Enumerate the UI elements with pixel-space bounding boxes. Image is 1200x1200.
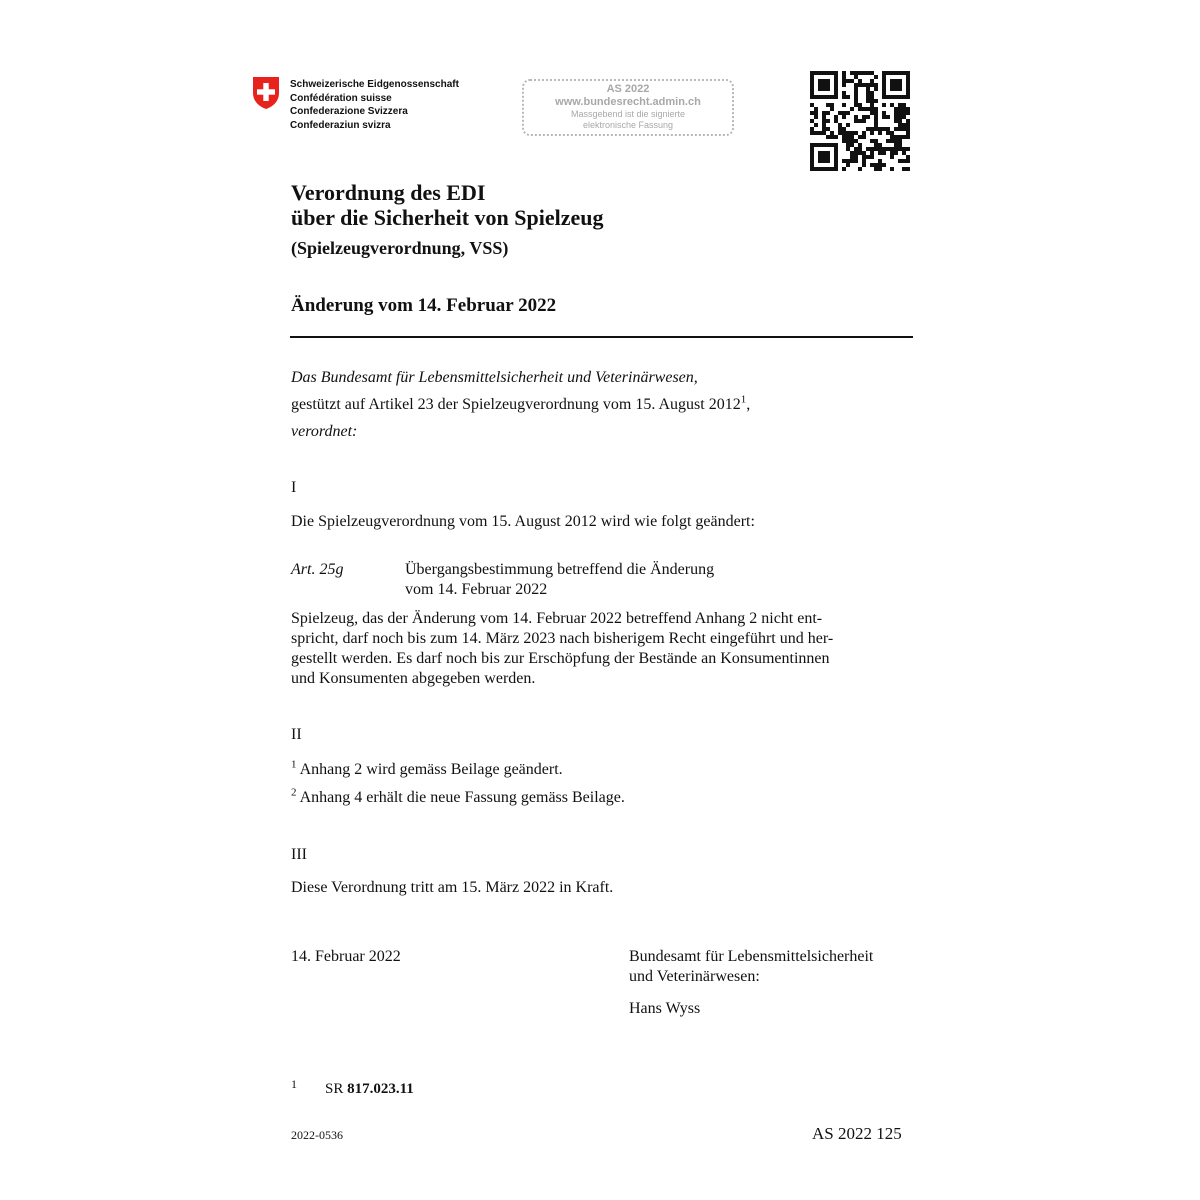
- stamp-line-1: AS 2022: [606, 83, 650, 95]
- signature-office: [629, 947, 873, 987]
- amendment-heading: Änderung vom 14. Februar 2022: [291, 295, 557, 316]
- signature-date: 14. Februar 2022: [291, 948, 401, 965]
- signature-office-line-1: Bundesamt für Lebensmittelsicherheit: [629, 948, 874, 965]
- confederation-names: [290, 78, 459, 132]
- paragraph-number: 2: [291, 786, 297, 799]
- preamble-basis: [291, 395, 750, 415]
- signature-office-line-2: und Veterinärwesen:: [629, 968, 760, 985]
- article-body: [291, 609, 911, 689]
- confederation-name-fr: Confédération suisse: [290, 92, 392, 104]
- preamble-decree: verordnet:: [291, 423, 358, 440]
- title-line-1: Verordnung des EDI: [291, 180, 486, 205]
- section-2-numeral: II: [291, 726, 302, 743]
- section-2-paragraph-1: [291, 760, 563, 780]
- footnote-reference[interactable]: 1: [740, 393, 747, 406]
- section-1-intro: Die Spielzeugverordnung vom 15. August 2012 wird wie folgt geändert:: [291, 513, 755, 530]
- preamble-basis-end: ,: [746, 396, 751, 413]
- article-body-line-2: spricht, darf noch bis zum 14. März 2023 nach bisherigem Recht eingeführt und her-: [291, 630, 834, 647]
- document-title: [291, 180, 604, 230]
- article-body-line-1: Spielzeug, das der Änderung vom 14. Februar 2022 betreffend Anhang 2 nicht ent-: [291, 610, 823, 627]
- qr-code-icon: [810, 71, 910, 171]
- stamp-line-4: elektronische Fassung: [582, 120, 674, 130]
- article-number: Art. 25g: [291, 561, 344, 578]
- title-line-2: über die Sicherheit von Spielzeug: [291, 205, 604, 230]
- signatory-name: Hans Wyss: [629, 1000, 701, 1017]
- confederation-name-de: Schweizerische Eidgenossenschaft: [290, 79, 459, 90]
- confederation-name-it: Confederazione Svizzera: [290, 106, 408, 117]
- confederation-name-rm: Confederaziun svizra: [290, 119, 391, 131]
- footnote-sr-reference[interactable]: 817.023.11: [347, 1081, 414, 1097]
- document-short-title: (Spielzeugverordnung, VSS): [291, 238, 509, 258]
- paragraph-number: 1: [291, 758, 297, 771]
- preamble-authority: Das Bundesamt für Lebensmittelsicherheit und Veterinärwesen,: [291, 369, 698, 386]
- stamp-line-2: www.bundesrecht.admin.ch: [555, 96, 701, 108]
- footnote-number: 1: [291, 1077, 297, 1091]
- section-1-numeral: I: [291, 479, 297, 496]
- paragraph-text: Anhang 2 wird gemäss Beilage geändert.: [299, 761, 563, 778]
- section-3-numeral: III: [291, 846, 307, 863]
- publication-stamp: [522, 79, 734, 136]
- stamp-line-3: Massgebend ist die signierte: [570, 109, 686, 119]
- article-title-line-1: Übergangsbestimmung betreffend die Änderung: [405, 561, 715, 578]
- article-title-line-2: vom 14. Februar 2022: [405, 581, 548, 598]
- article-body-line-3: gestellt werden. Es darf noch bis zur Erschöpfung der Bestände an Konsumentinnen: [291, 650, 830, 667]
- section-3-text: Diese Verordnung tritt am 15. März 2022 in Kraft.: [291, 879, 614, 896]
- section-2-paragraph-2: [291, 788, 625, 808]
- official-compilation-reference: AS 2022 125: [812, 1124, 902, 1143]
- title-divider: [290, 336, 913, 338]
- footnote-text: [325, 1079, 414, 1099]
- article-title: [405, 560, 714, 600]
- document-id: 2022-0536: [291, 1128, 343, 1142]
- preamble-basis-text: gestützt auf Artikel 23 der Spielzeugverordnung vom 15. August 2012: [291, 396, 741, 413]
- article-body-line-4: und Konsumenten abgegeben werden.: [291, 670, 536, 687]
- footnote-prefix: SR: [325, 1081, 344, 1097]
- paragraph-text: Anhang 4 erhält die neue Fassung gemäss Beilage.: [299, 789, 625, 806]
- swiss-crest-icon: [252, 76, 280, 110]
